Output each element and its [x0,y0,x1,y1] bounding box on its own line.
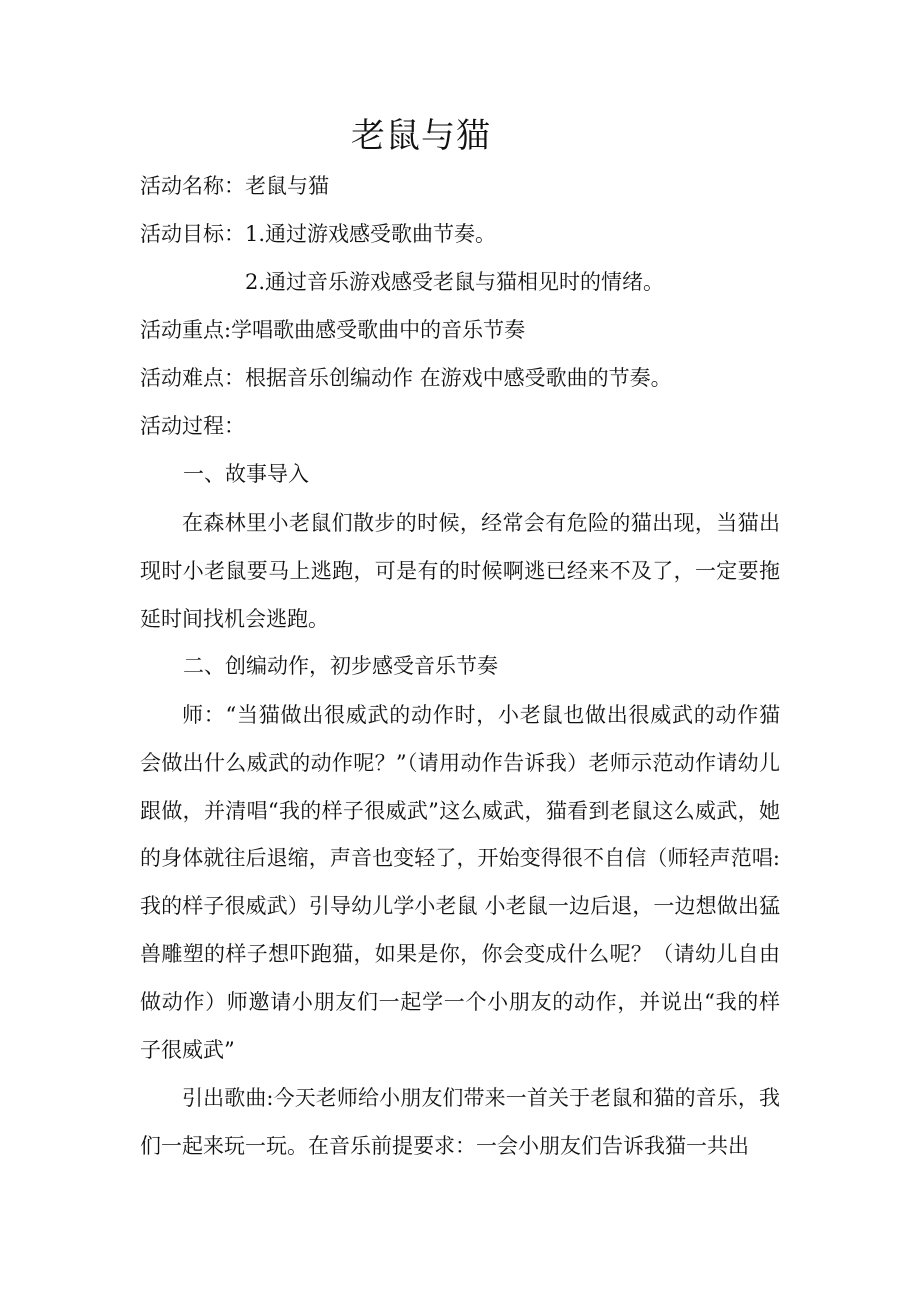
activity-focus: 活动重点:学唱歌曲感受歌曲中的音乐节奏 [140,318,526,342]
activity-name: 活动名称：老鼠与猫 [140,174,329,198]
activity-difficulty: 活动难点：根据音乐创编动作 在游戏中感受歌曲的节奏。 [140,366,672,390]
section-2-text: 师：“当猫做出很威武的动作时，小老鼠也做出很威武的动作猫会做出什么威武的动作呢？”（请用动作告诉我）老师示范动作请幼儿跟做，并清唱“我的样子很威武”这么威武，猫看到老鼠这么威武，她的身体就往后退缩，声音也变轻了，开始变得很不自信（师轻声范唱:我的样子很威武）引导幼儿学小老鼠 小老鼠一边后退，一边想做出猛兽雕塑的样子想吓跑猫，如果是你，你会变成什么呢？（请幼儿自由做动作）师邀请小朋友们一起学一个小朋友的动作，并说出“我的样子很威武” [140,703,780,1062]
section-3-text: 引出歌曲:今天老师给小朋友们带来一首关于老鼠和猫的音乐，我们一起来玩一玩。在音乐前提要求：一会小朋友们告诉我猫一共出 [140,1086,780,1158]
activity-goal-1: 活动目标：1.通过游戏感受歌曲节奏。 [140,222,497,246]
activity-process: 活动过程： [140,414,245,438]
activity-goal-2: 2.通过音乐游戏感受老鼠与猫相见时的情绪。 [245,270,665,294]
section-2-heading: 二、创编动作，初步感受音乐节奏 [183,654,498,678]
section-1-text: 在森林里小老鼠们散步的时候，经常会有危险的猫出现，当猫出现时小老鼠要马上逃跑，可是有的时候啊逃已经来不及了，一定要拖延时间找机会逃跑。 [140,511,780,631]
document-title: 老鼠与猫 [351,116,491,156]
section-1-heading: 一、故事导入 [183,462,309,486]
